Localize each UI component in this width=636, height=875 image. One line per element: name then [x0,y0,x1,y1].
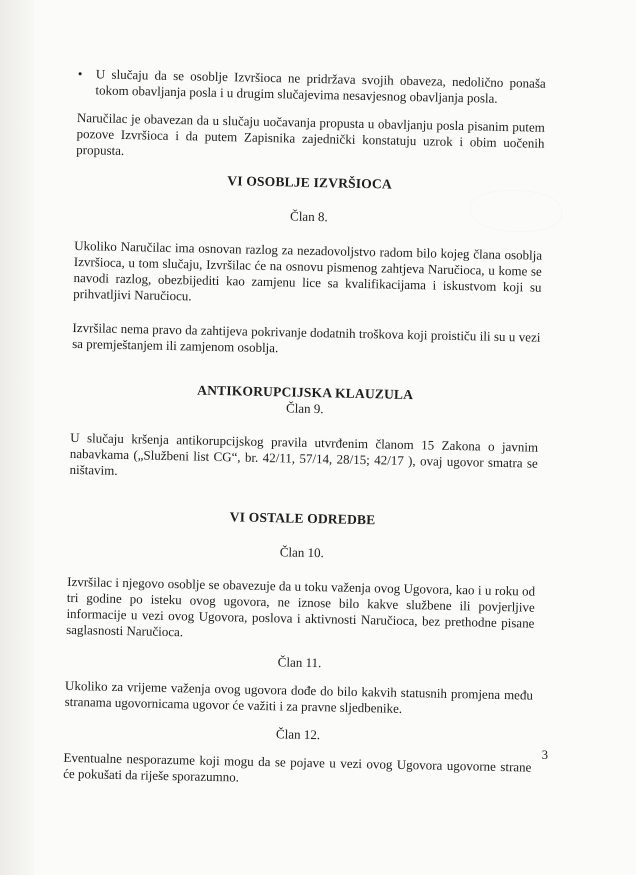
article-12-title: Član 12. [275,726,321,743]
article-8-title: Član 8. [289,208,328,225]
article-10-title: Član 10. [279,544,325,561]
article-8-paragraph-2: Izvršilac nema pravo da zahtijeva pokrivanje dodatnih troškova koji proističu ili su u vezi sa premještanjem ili zamjenom osoblja. [72,319,541,356]
document-body [63,66,546,792]
article-8-paragraph-1: Ukoliko Naručilac ima osnovan razlog za nezadovoljstvo radom bilo kojeg člana osoblja Izvršioca, u tom slučaju, Izvršilac će na osnovu pismenog zahtjeva Naručioca, u kome se navodi razlog, obezbijediti kao zamjenu lice sa kvalifikacijama i iskustvom koji su prihvatljivi Naručiocu. [73,237,543,304]
section-heading-osoblje: VI OSOBLJE IZVRŠIOCA [227,173,393,192]
article-11-paragraph-1: Ukoliko za vrijeme važenja ovog ugovora dođe do bilo kakvih statusnih promjena među stranama ugovornicama ugovor će važiti i za pravne sljedbenike. [64,677,534,716]
article-10-paragraph-1: Izvršilac i njegovo osoblje se obavezuje da u toku važenja ovog Ugovora, kao i u roku od tri godine po isteku ovog ugovora, ne iznose bilo kakve službene ili povjerljive informacije u vezi ovog Ugovora, poslova i aktivnosti Naručioca, bez prethodne pisane saglasnosti Naručioca. [66,573,536,640]
bullet-text: U slučaju da se osoblje Izvršioca ne pridržava svojih obaveza, nedolično ponaša tokom obavljanja posla i u drugim slučajevima nesavjesnog obavljanja posla. [95,66,546,106]
section-heading-antikorupcijska: ANTIKORUPCIJSKA KLAUZULA [197,382,414,403]
page-number: 3 [541,748,548,762]
article-9-paragraph-1: U slučaju kršenja antikorupcijskog pravila utvrđenim članom 15 Zakona o javnim nabavkama („Službeni list CG“, br. 42/11, 57/14, 28/15; 42/17 ), ovaj ugovor smatra se ništavim. [69,429,539,478]
section-heading-ostale: VI OSTALE ODREDBE [229,509,376,528]
article-9-title: Član 9. [285,400,324,417]
article-11-title: Član 11. [277,654,322,671]
paragraph-narucilac: Naručilac je obavezan da u slučaju uočavanja propusta u obavljanju posla pisanim putem pozove Izvršioca i da putem Zapisnika zajednički konstatuju uzrok i obim uočenih propusta. [76,109,545,158]
bullet-icon: • [77,66,83,82]
article-12-paragraph-1: Eventualne nesporazume koji mogu da se pojave u vezi ovog Ugovora ugovorne strane će pokušati da riješe sporazumno. [63,749,532,785]
